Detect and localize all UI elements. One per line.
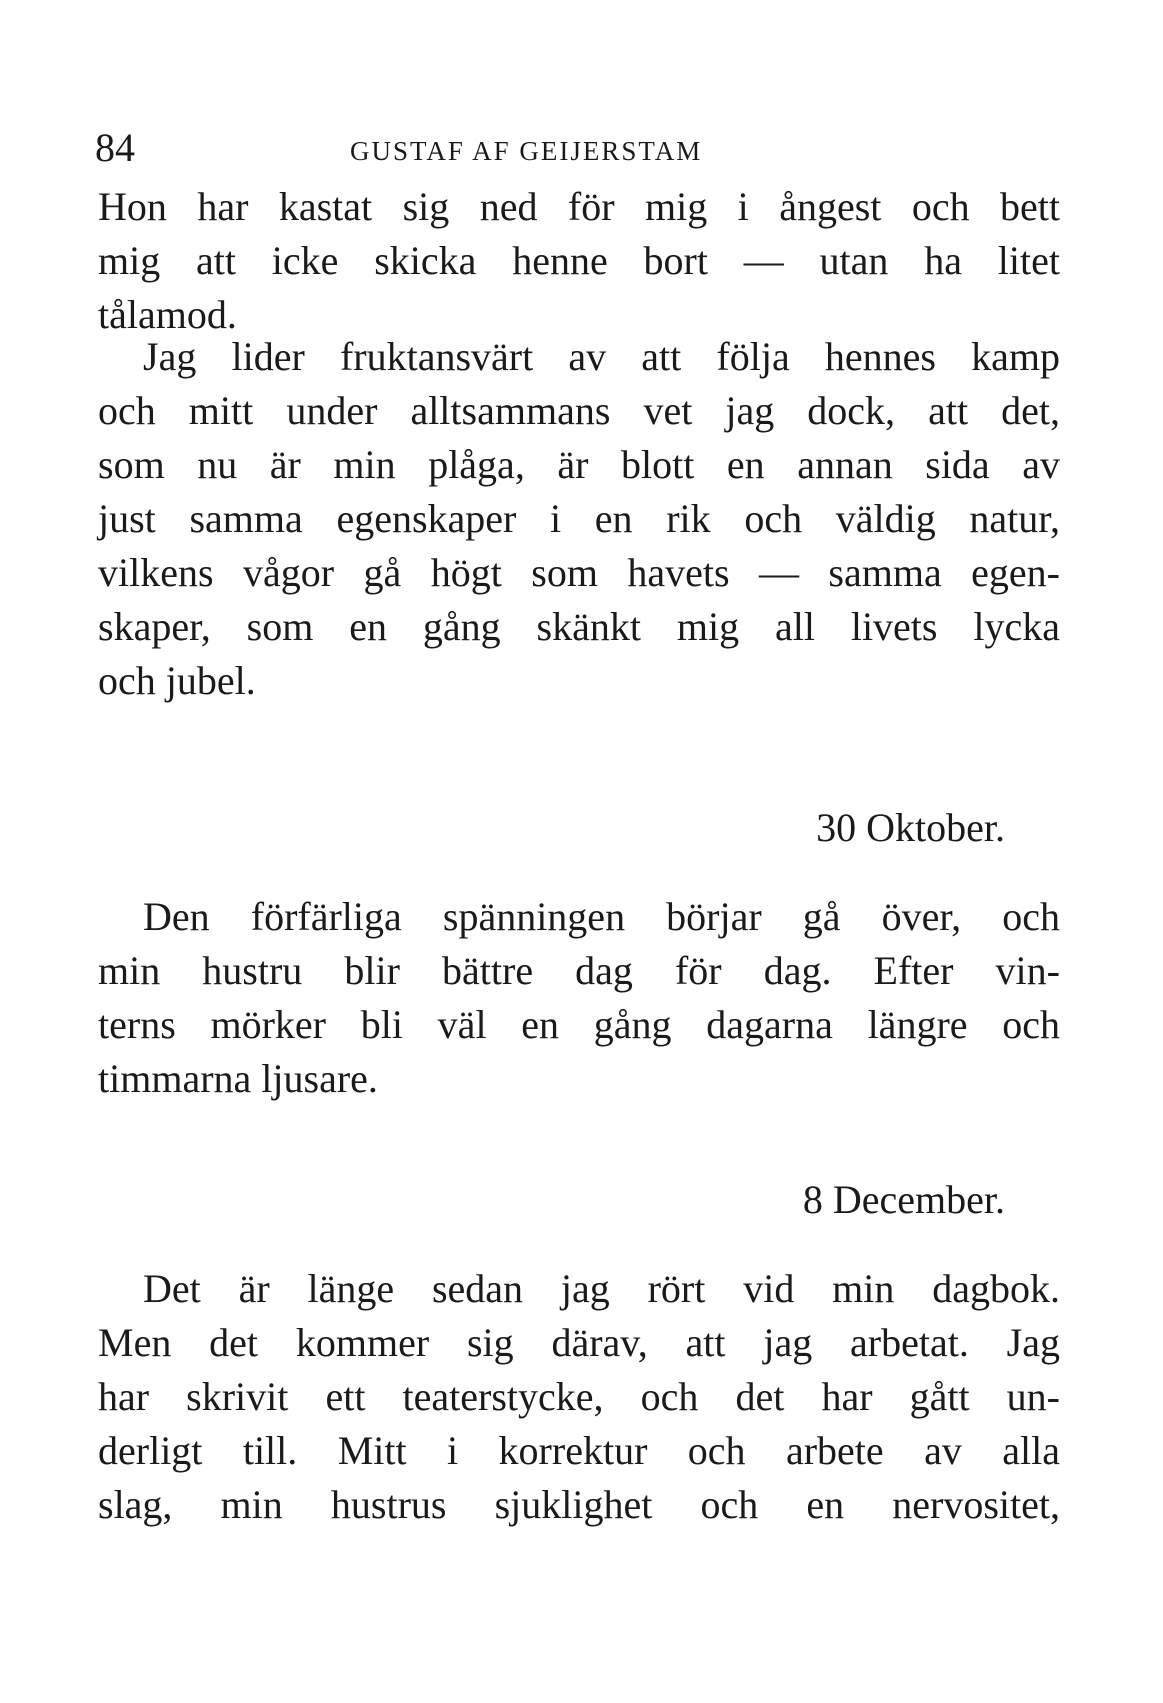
paragraph-2 xyxy=(98,330,1060,708)
diary-date-heading: 8 December. xyxy=(802,1177,1005,1222)
running-title: GUSTAF AF GEIJERSTAM xyxy=(350,136,703,166)
text-line: just samma egenskaper i en rik och väldig natur, xyxy=(98,496,1060,541)
text-line: timmarna ljusare. xyxy=(98,1056,378,1101)
text-line: tålamod. xyxy=(98,292,237,337)
page-header xyxy=(95,118,1055,178)
text-line: terns mörker bli väl en gång dagarna längre och xyxy=(98,1002,1060,1047)
text-line: och mitt under alltsammans vet jag dock, att det, xyxy=(98,388,1060,433)
page-number: 84 xyxy=(95,125,135,170)
text-line: Men det kommer sig därav, att jag arbetat. Jag xyxy=(98,1320,1060,1365)
text-line: min hustru blir bättre dag för dag. Efter vin- xyxy=(98,948,1060,993)
text-line: har skrivit ett teaterstycke, och det har gått un- xyxy=(98,1374,1060,1419)
text-line: som nu är min plåga, är blott en annan sida av xyxy=(98,442,1060,487)
paragraph-1 xyxy=(98,180,1060,342)
text-line: Den förfärliga spänningen börjar gå över, och xyxy=(143,894,1060,939)
text-line: Det är länge sedan jag rört vid min dagbok. xyxy=(143,1266,1060,1311)
text-line: och jubel. xyxy=(98,658,256,703)
paragraph-4 xyxy=(98,1262,1060,1532)
text-line: mig att icke skicka henne bort — utan ha litet xyxy=(98,238,1060,283)
paragraph-3 xyxy=(98,890,1060,1106)
text-line: vilkens vågor gå högt som havets — samma egen- xyxy=(98,550,1060,595)
text-line: slag, min hustrus sjuklighet och en nervositet, xyxy=(98,1482,1060,1527)
text-line: Jag lider fruktansvärt av att följa hennes kamp xyxy=(143,334,1060,379)
diary-date-heading: 30 Oktober. xyxy=(816,805,1005,850)
text-line: skaper, som en gång skänkt mig all livets lycka xyxy=(98,604,1060,649)
text-line: derligt till. Mitt i korrektur och arbete av alla xyxy=(98,1428,1060,1473)
text-line: Hon har kastat sig ned för mig i ångest och bett xyxy=(98,184,1060,229)
